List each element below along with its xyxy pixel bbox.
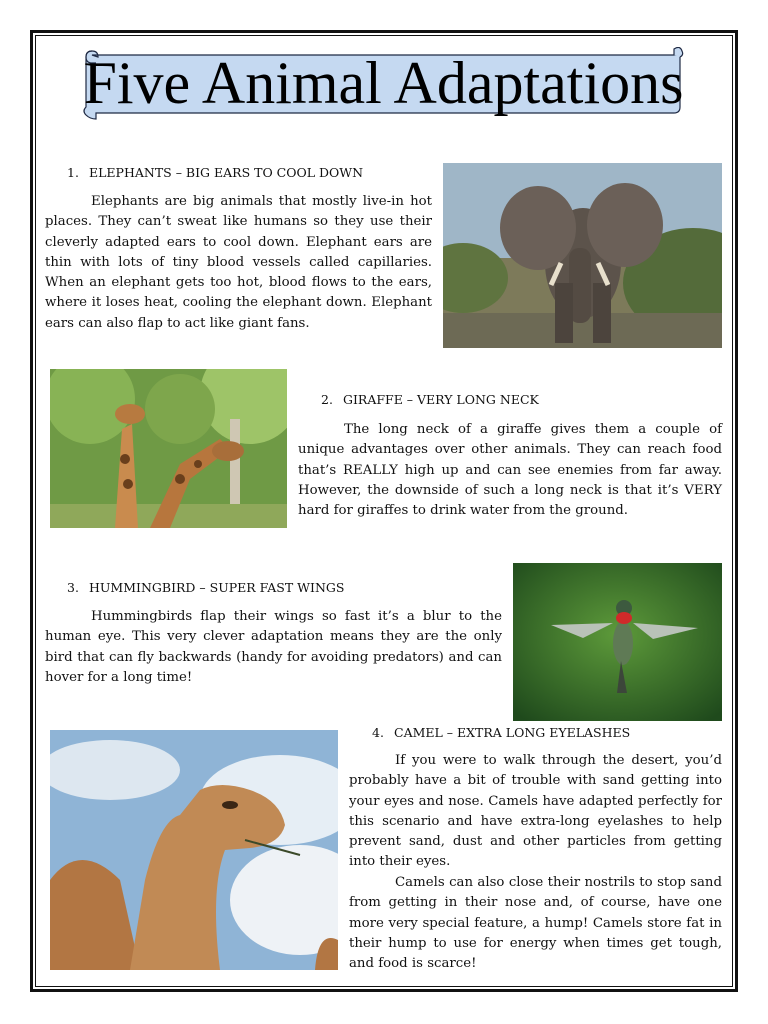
page-title: Five Animal Adaptations bbox=[83, 50, 684, 116]
section-1-title: ELEPHANTS – BIG EARS TO COOL DOWN bbox=[89, 165, 364, 180]
section-2-paragraph: The long neck of a giraffe gives them a couple of unique advantages over other animals. They can reach food that’s REALLY high up and can see enemies from far away. However, the downside of such a long neck is that it’s VERY hard for giraffes to drink water from the ground. bbox=[298, 422, 722, 519]
section-2-heading bbox=[321, 392, 539, 407]
section-2-number: 2. bbox=[321, 392, 333, 407]
section-2-title: GIRAFFE – VERY LONG NECK bbox=[343, 392, 539, 407]
section-1-number: 1. bbox=[67, 165, 79, 180]
hummingbird-photo bbox=[513, 563, 722, 721]
section-3-paragraph: Hummingbirds flap their wings so fast it’s a blur to the human eye. This very clever adaptation means they are the only bird that can fly backwards (handy for avoiding predators) and can hover for a long time! bbox=[45, 609, 502, 685]
section-4-paragraph-1: If you were to walk through the desert, you’d probably have a bit of trouble with sand getting into your eyes and nose. Camels have adapted perfectly for this scenario and have extra-long eyelashes to help prevent sand, dust and other particles from getting into their eyes. bbox=[349, 753, 722, 870]
section-3-number: 3. bbox=[67, 580, 79, 595]
section-3-title: HUMMINGBIRD – SUPER FAST WINGS bbox=[89, 580, 345, 595]
elephant-photo bbox=[443, 163, 722, 348]
section-4-paragraph-2: Camels can also close their nostrils to stop sand from getting in their nose and, of course, have one more very special feature, a hump! Camels store fat in their hump to use for energy when times get tough, and food is scarce! bbox=[349, 875, 722, 972]
section-4-heading bbox=[372, 725, 630, 740]
section-1-paragraph: Elephants are big animals that mostly live-in hot places. They can’t sweat like humans so they use their cleverly adapted ears to cool down. Elephant ears are thin with lots of tiny blood vessels called capillaries. When an elephant gets too hot, blood flows to the ears, where it loses heat, cooling the elephant down. Elephant ears can also flap to act like giant fans. bbox=[45, 194, 432, 331]
section-1-heading bbox=[67, 165, 363, 180]
section-4-title: CAMEL – EXTRA LONG EYELASHES bbox=[394, 725, 631, 740]
giraffe-photo bbox=[50, 369, 287, 528]
section-4-number: 4. bbox=[372, 725, 384, 740]
section-3-heading bbox=[67, 580, 344, 595]
camel-photo bbox=[50, 730, 338, 970]
